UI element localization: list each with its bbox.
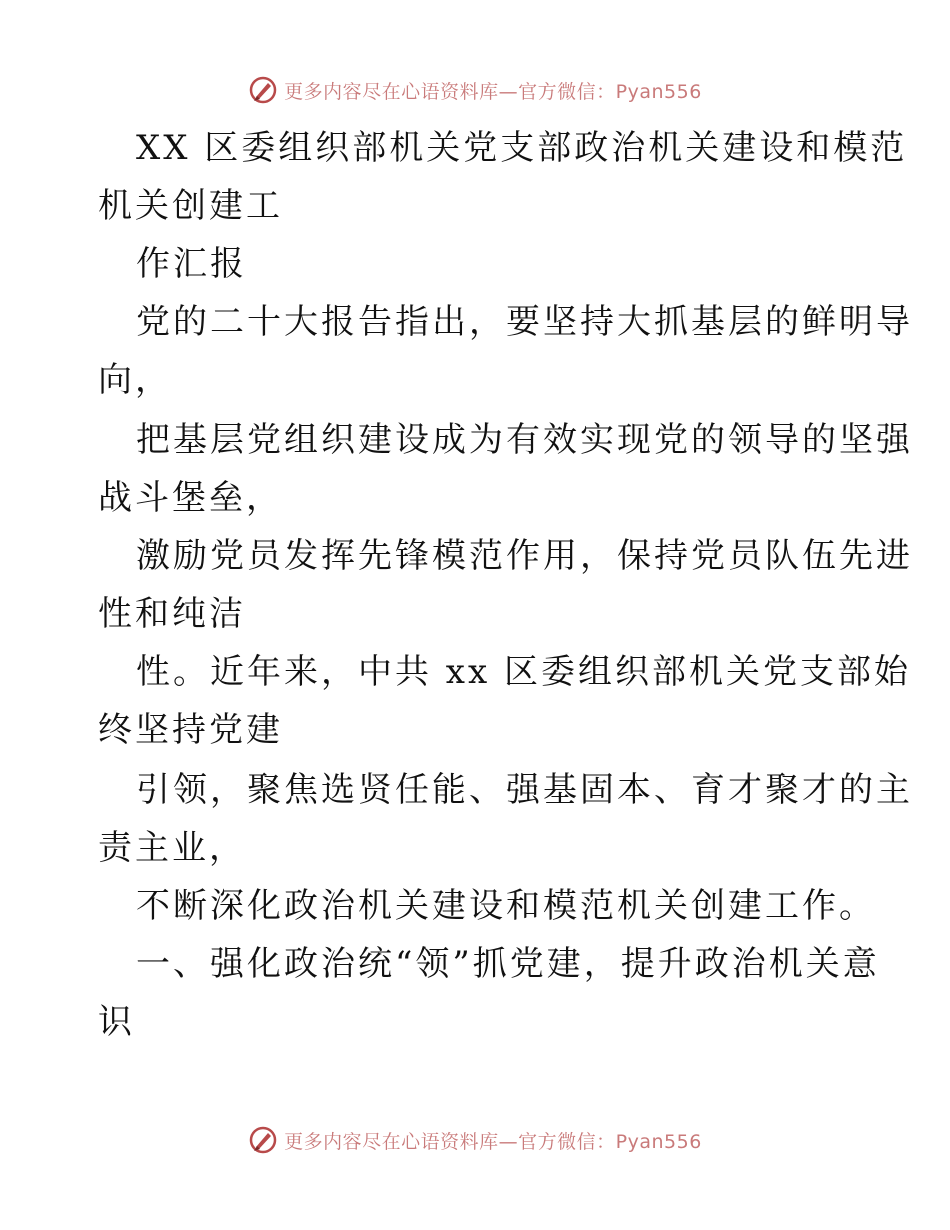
doc-line-7: 战斗堡垒， (98, 478, 283, 518)
doc-line-6: 把基层党组织建设成为有效实现党的领导的坚强 (136, 420, 913, 460)
doc-line-13: 责主业， (98, 828, 246, 868)
footer-watermark-text: 更多内容尽在心语资料库—官方微信：Pyan556 (284, 1130, 702, 1153)
doc-line-3: 作汇报 (136, 244, 247, 284)
doc-line-9: 性和纯洁 (98, 594, 246, 634)
doc-line-1: XX 区委组织部机关党支部政治机关建设和模范 (136, 128, 908, 168)
header-watermark-text: 更多内容尽在心语资料库—官方微信：Pyan556 (284, 80, 702, 103)
doc-line-5: 向， (98, 360, 172, 400)
doc-line-10: 性。近年来，中共 xx 区委组织部机关党支部始 (136, 652, 911, 692)
doc-line-16: 识 (98, 1002, 135, 1042)
doc-line-15: 一、强化政治统“领”抓党建，提升政治机关意 (136, 944, 880, 984)
doc-line-8: 激励党员发挥先锋模范作用，保持党员队伍先进 (136, 536, 913, 576)
doc-line-2: 机关创建工 (98, 186, 283, 226)
doc-line-12: 引领，聚焦选贤任能、强基固本、育才聚才的主 (136, 770, 913, 810)
doc-line-14: 不断深化政治机关建设和模范机关创建工作。 (136, 886, 876, 926)
footer-watermark-banner (0, 1120, 950, 1160)
doc-line-11: 终坚持党建 (98, 710, 283, 750)
doc-line-4: 党的二十大报告指出，要坚持大抓基层的鲜明导 (136, 302, 913, 342)
pen-circle-logo-icon (248, 1125, 278, 1155)
